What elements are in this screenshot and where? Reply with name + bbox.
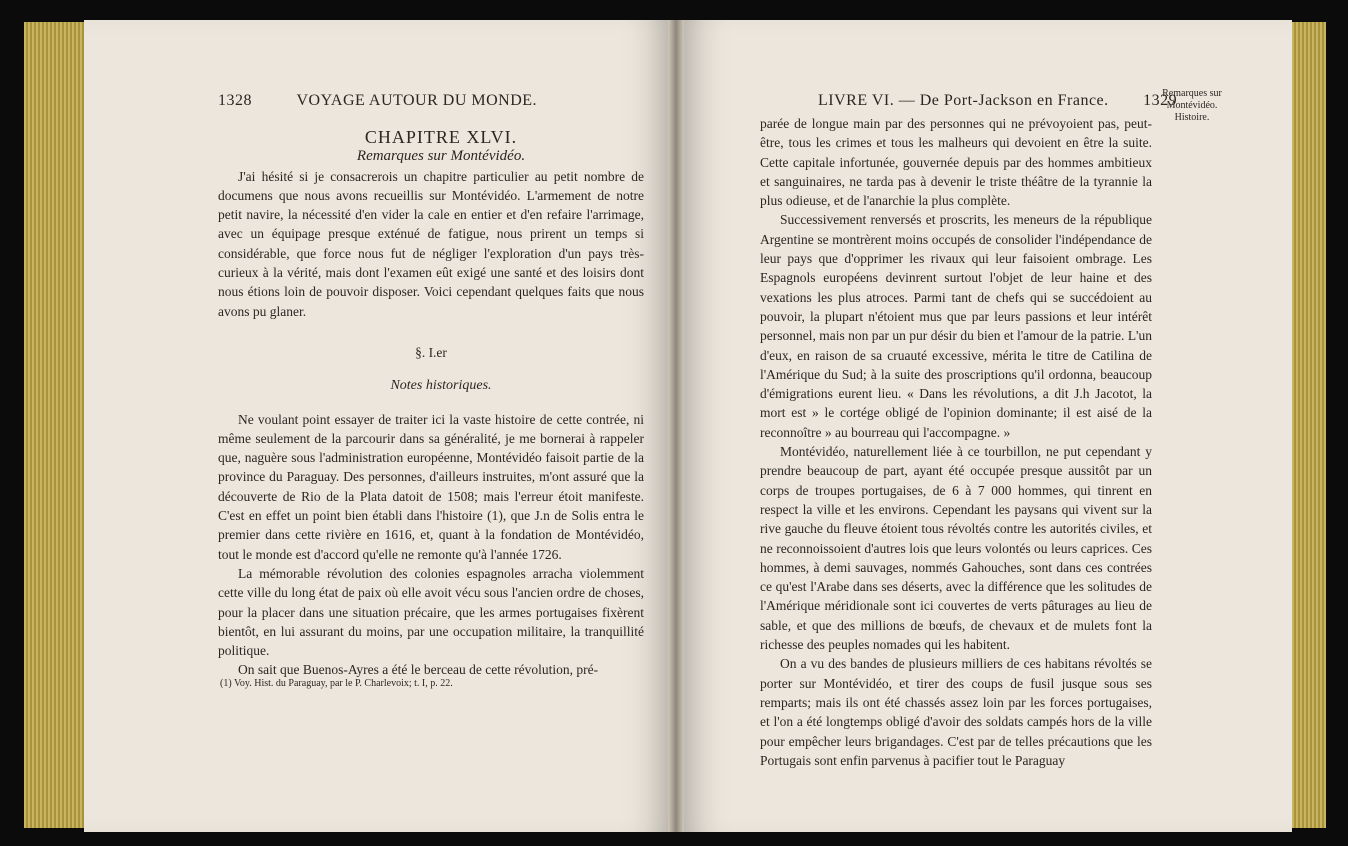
right-paragraph-3: Montévidéo, naturellement liée à ce tourbillon, ne put cependant y prendre beaucoup de part, ayant été occupée presque aussitôt par un corps de troupes portugaises, de 6 à 7 000 hommes, qui tinrent en respect la ville et les environs. Cependant les paysans qui vivent sur la rive gauche du fleuve étoient tous révoltés contre les autorités civiles, et ne reconnoissoient d'autres lois que leurs volontés ou leurs caprices. Ces hommes, à demi sauvages, nommés Gahouches, sont dans ces contrées ce qu'est l'Arabe dans ses déserts, avec la différence que les solitudes de l'Amérique méridionale sont ici couvertes de verts pâturages au lieu de sable, et que des millions de bœufs, de chevaux et de mulets font la richesse des peuples nomades qui les habitent. [760,444,1152,653]
right-running-head: LIVRE VI. — De Port-Jackson en France. [818,92,1109,109]
left-paragraph-4: On sait que Buenos-Ayres a été le berceau de cette révolution, pré- [238,662,599,678]
right-paragraph-1: parée de longue main par des personnes qui ne prévoyoient pas, peut-être, tous les crimes et tous les malheurs qui devoient en être la suite. Cette capitale infortunée, gouvernée depuis par des hommes ambitieux et sanguinaires, ne tarda pas à devenir le triste théâtre de la tyrannie la plus odieuse, et de l'anarchie la plus complète. [760,116,1152,209]
right-page-number: 1329 [1143,92,1178,109]
right-paragraph-4: On a vu des bandes de plusieurs milliers de ces habitans révoltés se porter sur Montévidéo, et tirer des coups de fusil jusque sous ses remparts; mais ils ont été chassés assez loin par les forces portugaises, et l'on a été longtemps obligé d'avoir des soldats campés hors de la ville pour empêcher leurs brigandages. C'est par de telles précautions que les Portugais sont enfin parvenus à pacifier tout le Paraguay [760,656,1152,768]
left-paragraph-1: J'ai hésité si je consacrerois un chapitre particulier au petit nombre de documens que nous avons recueillis sur Montévidéo. L'armement de notre petit navire, la nécessité d'en vider la cale en entier et d'en refaire l'arrimage, avec un équipage presque exténué de fatigue, nous prirent un temps si considérable, que force nous fut de négliger l'exploration d'un pays très-curieux à la vérité, mais dont l'examen eût exigé une santé et des loisirs dont nous étions loin de pouvoir disposer. Voici cependant quelques faits que nous avons pu glaner. [218,168,644,319]
left-paragraph-2: Ne voulant point essayer de traiter ici la vaste histoire de cette contrée, ni même seulement de la parcourir dans sa généralité, je me bornerai à rappeler que, naguère sous l'administration européenne, Montévidéo faisoit partie de la province du Paraguay. Des personnes, d'ailleurs instruites, m'ont assuré que la découverte de Rio de la Plata datoit de 1508; mais l'erreur étoit manifeste. C'est en effet un point bien établi dans l'histoire (1), que J.n de Solis entra le premier dans cette rivière en 1616, et, quant à la fondation de Montévidéo, tout le monde est d'accord qu'elle ne remonte qu'à l'année 1726. [218,411,644,562]
left-page-body [218,128,644,680]
right-page-body [760,114,1152,770]
chapter-title: CHAPITRE XLVI. [364,127,518,147]
section-title: Notes historiques. [390,378,492,394]
section-mark: §. I.er [415,344,447,360]
left-page-number: 1328 [218,92,252,109]
left-running-head-row [218,92,537,110]
margin-note: Remarques sur Montévidéo. Histoire. [1162,88,1222,123]
chapter-subtitle: Remarques sur Montévidéo. [356,148,526,165]
book-gutter [668,20,684,832]
left-paragraph-3: La mémorable révolution des colonies espagnoles arracha violemment cette ville du long état de paix où elle avoit vécu sous l'ancien ordre de choses, pour la placer dans une situation précaire, que les armes portugaises fixèrent bientôt, en lui assurant du moins, par une occupation militaire, la tranquillité politique. [218,565,644,659]
footnote: (1) Voy. Hist. du Paraguay, par le P. Charlevoix; t. I, p. 22. [220,678,453,689]
left-running-head: VOYAGE AUTOUR DU MONDE. [296,92,538,109]
right-running-head-row [818,92,1177,110]
right-paragraph-2: Successivement renversés et proscrits, les meneurs de la république Argentine se montrèrent moins occupés de consolider l'indépendance de leur pays que d'opprimer les rivaux qui leur faisoient ombrage. Les Espagnols européens devinrent surtout l'objet de leur haine et des vexations les plus atroces. Parmi tant de chefs qui se succédoient au pouvoir, la plupart n'étoient mus que par leurs passions et leur intérêt personnel, mais non par un pur désir du bien et l'amour de la patrie. L'un d'eux, en raison de sa cruauté excessive, mérita le titre de Catilina de l'Amérique du Sud; à la suite des proscriptions qu'il ordonna, beaucoup d'émigrations eurent lieu. « Dans les révolutions, a dit J.h Jacotot, la mort est » le cortége obligé de l'opinion dominante; il est aisé de la reconnoître » au bourreau qui l'accompagne. » [760,212,1152,440]
